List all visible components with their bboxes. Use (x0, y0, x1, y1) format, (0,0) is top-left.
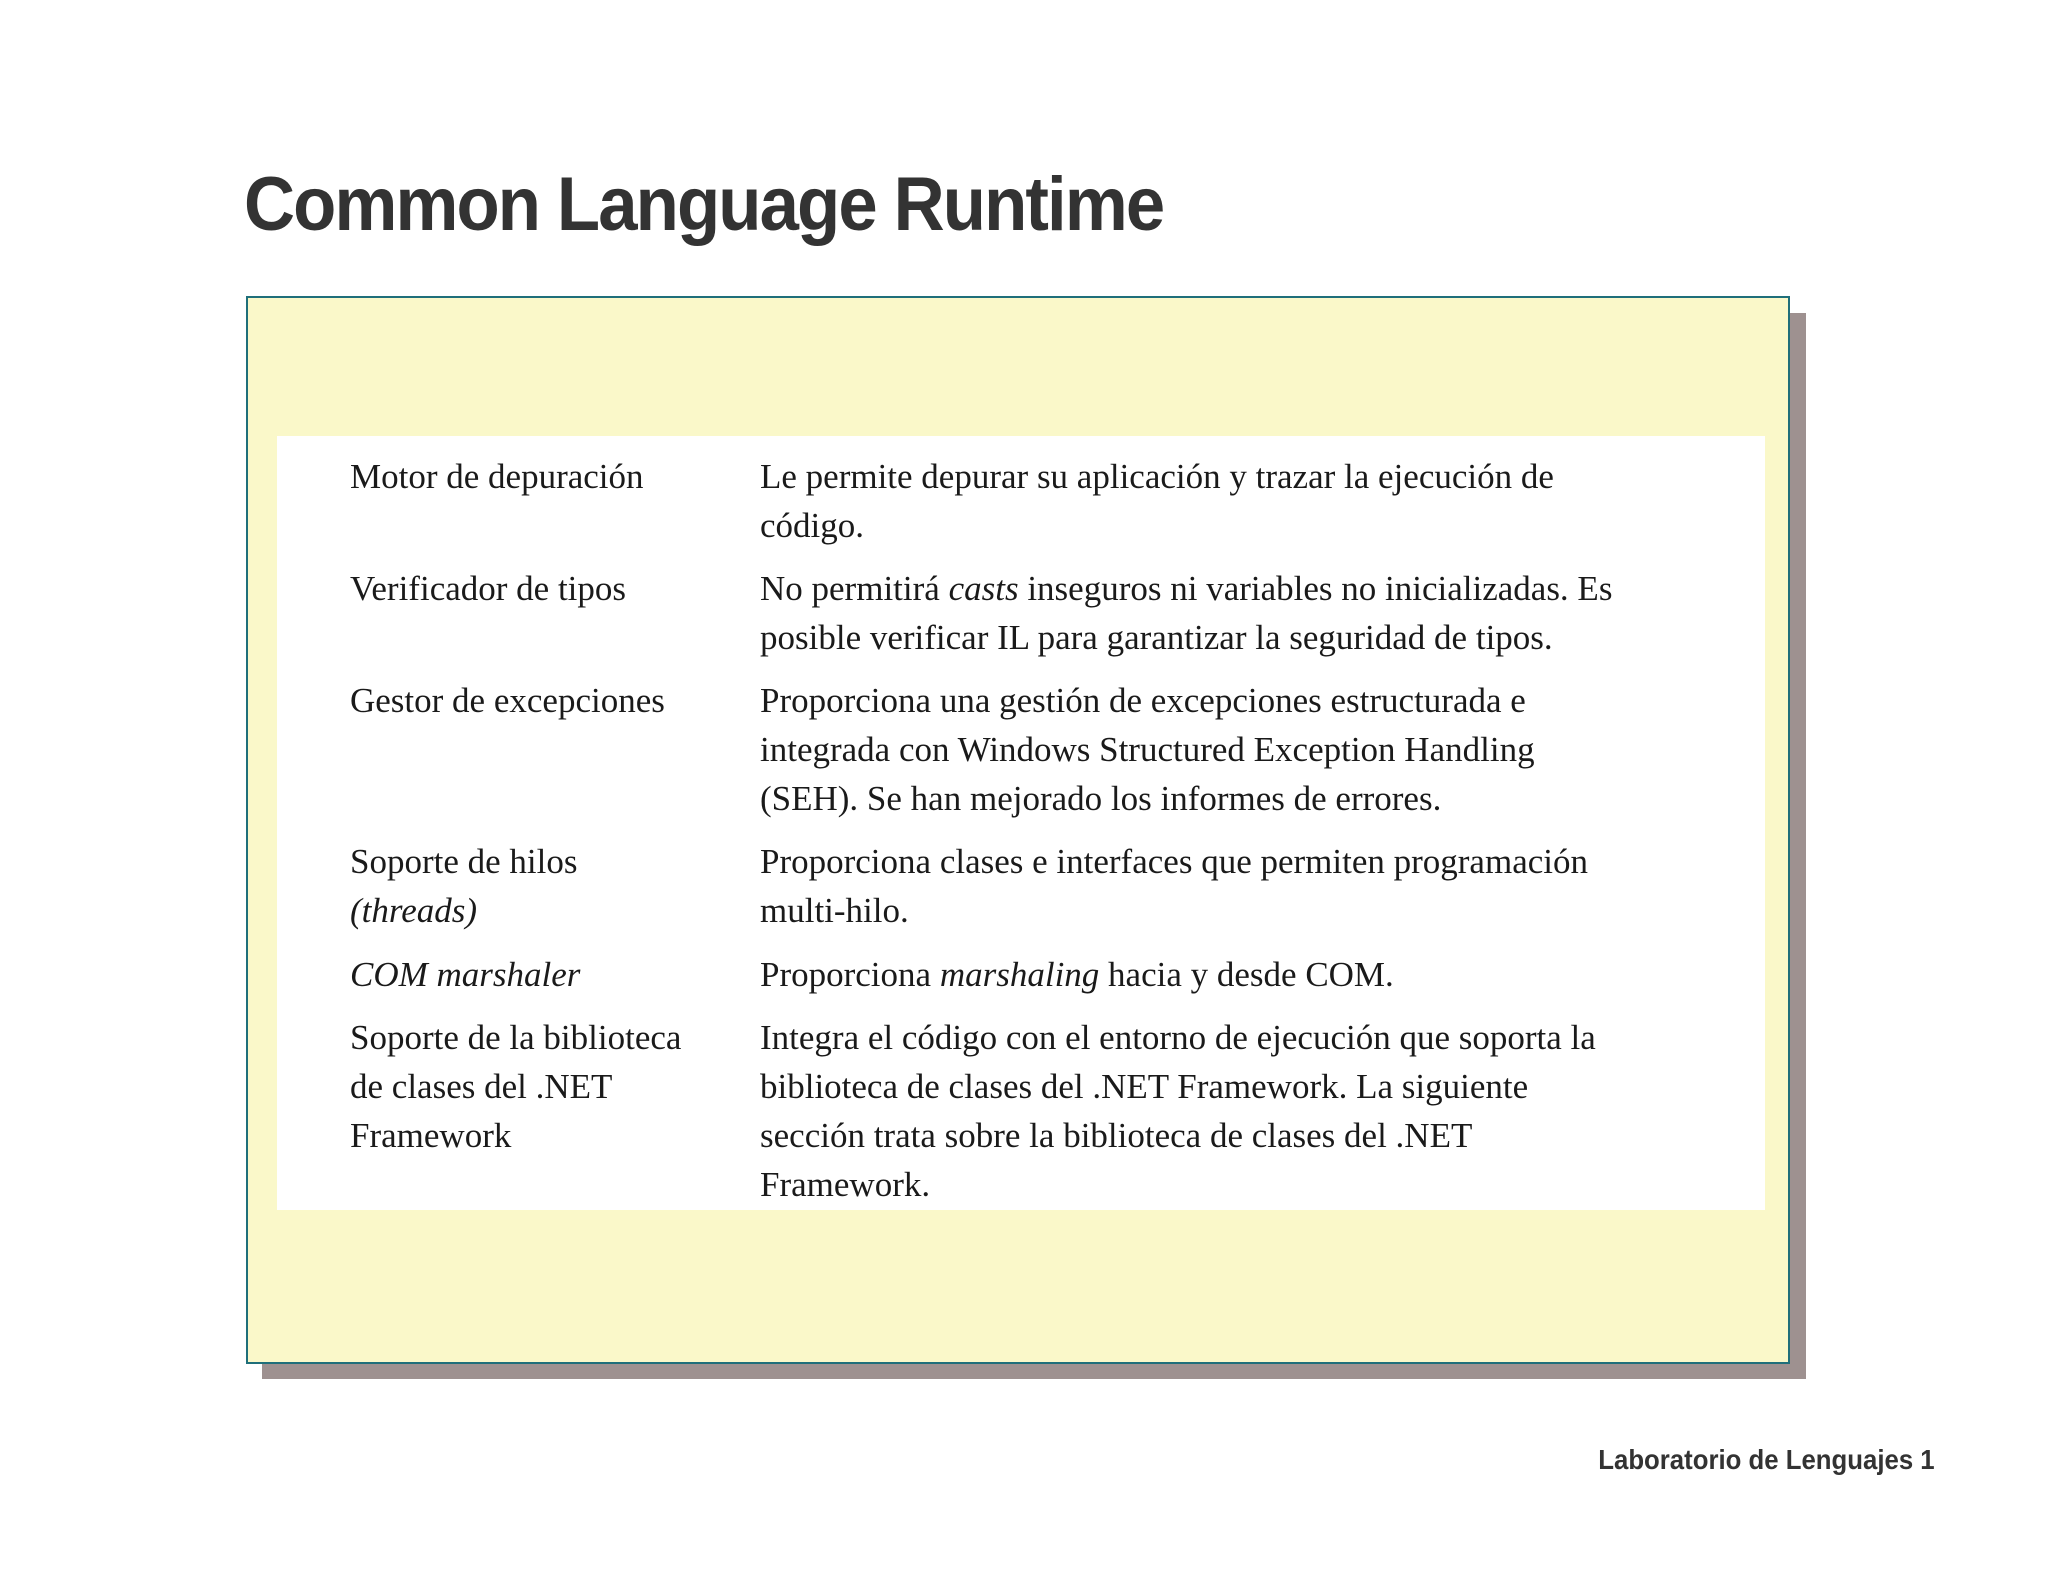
term-text: Framework (350, 1116, 512, 1155)
description-text: inseguros ni variables no inicializadas. Es (1018, 569, 1613, 608)
term-cell (350, 564, 740, 613)
description-line: Le permite depurar su aplicación y trazar la ejecución de (760, 457, 1554, 496)
term-cell (350, 1013, 740, 1160)
description-text: No permitirá (760, 569, 949, 608)
description-cell (760, 564, 1740, 662)
term-cell (350, 452, 740, 501)
description-line (760, 564, 1740, 613)
description-italic: marshaling (939, 955, 1100, 994)
description-line: posible verificar IL para garantizar la seguridad de tipos. (760, 618, 1553, 657)
term-cell (350, 676, 740, 725)
footer-text: Laboratorio de Lenguajes 1 (1598, 1444, 1935, 1475)
components-table (277, 436, 1765, 1210)
description-line: Proporciona clases e interfaces que permiten programación (760, 842, 1588, 881)
description-line: (SEH). Se han mejorado los informes de errores. (760, 779, 1442, 818)
description-cell (760, 452, 1740, 550)
description-line: integrada con Windows Structured Exception Handling (760, 730, 1535, 769)
term-text: de clases del .NET (350, 1067, 613, 1106)
description-line: código. (760, 506, 865, 545)
term-italic: COM marshaler (350, 955, 581, 994)
term-text: Verificador de tipos (350, 569, 627, 608)
description-line (760, 950, 1740, 999)
slide-title: Common Language Runtime (244, 162, 1164, 247)
description-line: Framework. (760, 1165, 931, 1204)
description-cell (760, 950, 1740, 999)
term-cell (350, 837, 740, 935)
description-line: sección trata sobre la biblioteca de clases del .NET (760, 1116, 1473, 1155)
term-text: Motor de depuración (350, 457, 644, 496)
description-line: multi-hilo. (760, 891, 909, 930)
content-box (246, 296, 1790, 1364)
description-cell (760, 676, 1740, 823)
description-line: Integra el código con el entorno de ejecución que soporta la (760, 1018, 1596, 1057)
description-text: Proporciona (760, 955, 940, 994)
term-cell (350, 950, 740, 999)
description-cell (760, 837, 1740, 935)
description-line: biblioteca de clases del .NET Framework. La siguiente (760, 1067, 1529, 1106)
description-italic: casts (948, 569, 1019, 608)
description-text: hacia y desde COM. (1099, 955, 1394, 994)
term-text: Soporte de la biblioteca (350, 1018, 682, 1057)
description-line: Proporciona una gestión de excepciones estructurada e (760, 681, 1526, 720)
term-text: Gestor de excepciones (350, 681, 665, 720)
description-cell (760, 1013, 1740, 1209)
term-text: Soporte de hilos (350, 842, 578, 881)
term-italic: (threads) (350, 891, 478, 930)
